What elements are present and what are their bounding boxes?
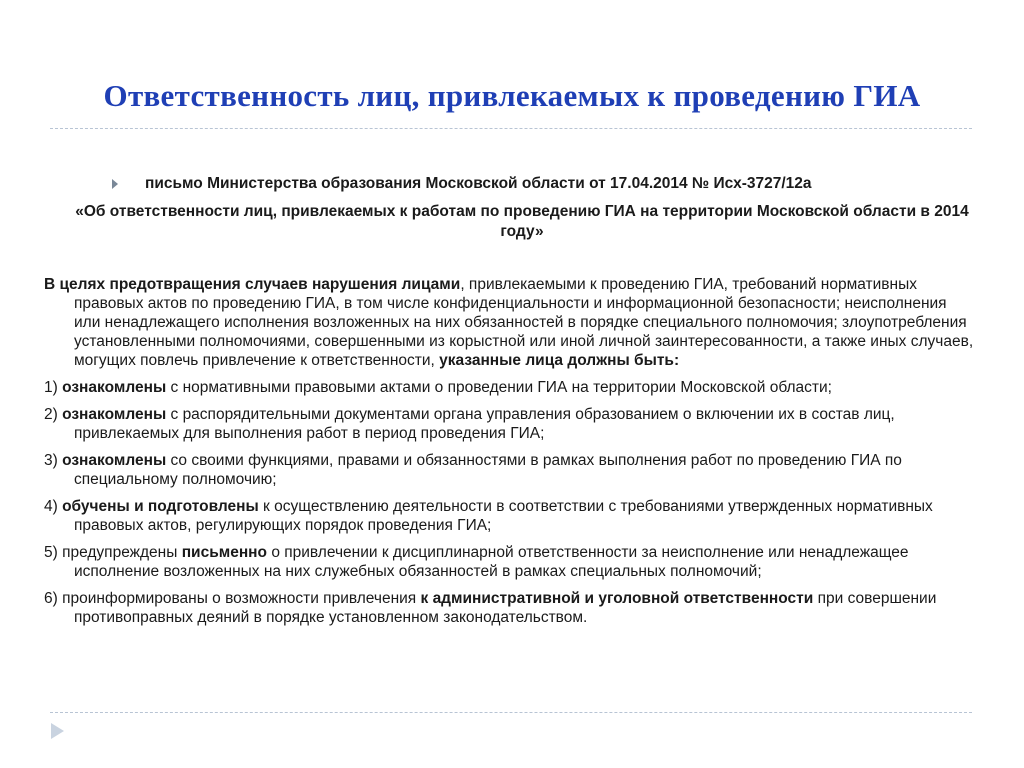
body-text <box>44 275 974 635</box>
intro-text: , привлекаемыми к проведению ГИА, требований нормативных правовых актов по проведению ГИА, в том числе конфиденциальности и информационной безопасности; неисполнения или ненадлежащего исполнения возложенных на них обязанностей в порядке специального полномочия; злоупотребления установленными полномочиями, совершенными из корыстной или иной личной заинтересованности, а также иных случаев, могущих повлечь привлечение к ответственности, <box>74 276 974 369</box>
list-item-5 <box>44 543 974 581</box>
item-text: о привлечении к дисциплинарной ответственности за неисполнение или ненадлежащее исполнение возложенных на них служебных обязанностей в рамках специальных полномочий; <box>74 544 909 580</box>
item-text: при совершении противоправных деяний в порядке установленном законодательством. <box>74 590 937 626</box>
list-item-4 <box>44 497 974 535</box>
item-text: с распорядительными документами органа управления образованием о включении их в состав лиц, привлекаемых для выполнения работ в период проведения ГИА; <box>74 406 895 442</box>
item-num: 2) <box>44 406 63 423</box>
letter-line2: «Об ответственности лиц, привлекаемых к работам по проведению ГИА на территории Московской области в 2014 году» <box>75 203 969 240</box>
item-bold: ознакомлены <box>62 406 167 423</box>
item-text: с нормативными правовыми актами о проведении ГИА на территории Московской области; <box>166 379 832 396</box>
item-num: 6) проинформированы о возможности привлечения <box>44 590 421 607</box>
intro-paragraph <box>44 275 974 370</box>
item-text: к осуществлению деятельности в соответствии с требованиями утвержденных нормативных правовых актов, регулирующих порядок проведения ГИА; <box>74 498 933 534</box>
title-divider <box>50 128 972 129</box>
item-bold: к административной и уголовной ответственности <box>420 590 814 607</box>
footer-arrow-icon <box>51 723 64 739</box>
footer-divider <box>50 712 972 713</box>
item-bold: письменно <box>181 544 268 561</box>
intro-tail: указанные лица должны быть: <box>439 352 680 369</box>
slide-title: Ответственность лиц, привлекаемых к проведению ГИА <box>103 78 921 113</box>
item-bold: ознакомлены <box>62 379 167 396</box>
item-bold: обучены и подготовлены <box>62 498 259 515</box>
intro-lead: В целях предотвращения случаев нарушения лицами <box>44 276 461 293</box>
item-bold: ознакомлены <box>62 452 167 469</box>
letter-line1: письмо Министерства образования Московской области от 17.04.2014 № Исх-3727/12а <box>145 175 812 192</box>
list-item-1 <box>44 378 974 397</box>
item-num: 5) предупреждены <box>44 544 182 561</box>
list-item-2 <box>44 405 974 443</box>
letter-reference <box>75 174 972 240</box>
item-text: со своими функциями, правами и обязанностями в рамках выполнения работ по проведению ГИА по специальному полномочию; <box>74 452 902 488</box>
list-item-3 <box>44 451 974 489</box>
item-num: 3) <box>44 452 63 469</box>
bullet-arrow-icon <box>112 179 118 189</box>
item-num: 4) <box>44 498 63 515</box>
list-item-6 <box>44 589 974 627</box>
item-num: 1) <box>44 379 63 396</box>
